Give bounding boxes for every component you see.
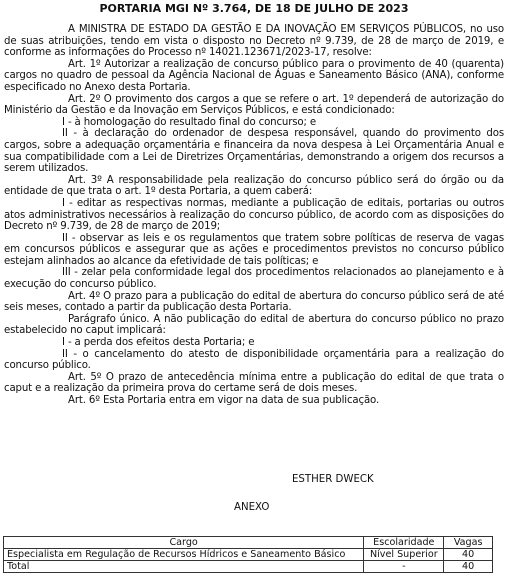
list-item: III - zelar pela conformidade legal dos procedimentos relacionados ao planejamento e à execução do concurso público.: [4, 267, 504, 291]
document-body: [4, 24, 504, 407]
document-title: PORTARIA MGI Nº 3.764, DE 18 DE JULHO DE 2023: [99, 2, 409, 15]
list-item: II - observar as leis e os regulamentos que tratem sobre políticas de reserva de vagas em concursos públicos e assegurar que as ações e procedimentos previstos no concurso público estejam alinhados ao alcance da efetividade de tais políticas; e: [4, 232, 504, 267]
paragraph: Art. 1º Autorizar a realização de concurso público para o provimento de 40 (quarenta) cargos no quadro de pessoal da Agência Nacional de Águas e Saneamento Básico (ANA), conforme especificado no Anexo desta Portaria.: [4, 58, 504, 93]
paragraph: A MINISTRA DE ESTADO DA GESTÃO E DA INOVAÇÃO EM SERVIÇOS PÚBLICOS, no uso de suas atribuições, tendo em vista o disposto no Decreto nº 9.739, de 28 de março de 2019, e conforme as informações do Processo nº 14021.123671/2023-17, resolve:: [4, 24, 504, 59]
list-item: II - o cancelamento do atesto de disponibilidade orçamentária para a realização do concurso público.: [4, 348, 504, 372]
cell-escolaridade: Nível Superior: [364, 549, 444, 561]
cell-cargo: Especialista em Regulação de Recursos Hídricos e Saneamento Básico: [4, 549, 364, 561]
paragraph: Art. 3º A responsabilidade pela realização do concurso público será do órgão ou da entidade de que trata o art. 1º desta Portaria, a quem caberá:: [4, 174, 504, 198]
paragraph: Art. 5º O prazo de antecedência mínima entre a publicação do edital de que trata o caput e a realização da primeira prova do certame será de dois meses.: [4, 371, 504, 395]
table-header-row: [4, 537, 493, 549]
annex-table: [3, 536, 493, 573]
cell-total-label: Total: [4, 561, 364, 573]
list-item: I - editar as respectivas normas, mediante a publicação de editais, portarias ou outros atos administrativos necessários à realização do concurso público, de acordo com as disposições do Decreto nº 9.739, de 28 de março de 2019;: [4, 197, 504, 233]
list-item: I - a perda dos efeitos desta Portaria; e: [62, 337, 255, 349]
paragraph: Art. 6º Esta Portaria entra em vigor na data de sua publicação.: [68, 395, 380, 406]
cell-total-escolaridade: -: [364, 561, 444, 573]
paragraph: Art. 4º O prazo para a publicação do edital de abertura do concurso público será de até seis meses, contado a partir da publicação desta Portaria.: [4, 290, 504, 314]
list-item: II - à declaração do ordenador de despesa responsável, quando do provimento dos cargos, sobre a adequação orçamentária e financeira da nova despesa à Lei Orçamentária Anual e sua compatibilidade com a Lei de Diretrizes Orçamentárias, demonstrando a origem dos recursos a serem utilizados.: [4, 128, 504, 175]
table-row: [4, 549, 493, 561]
header-cargo: Cargo: [4, 537, 364, 549]
annex-title: ANEXO: [234, 502, 270, 513]
paragraph: Art. 2º O provimento dos cargos a que se refere o art. 1º dependerá de autorização do Ministério da Gestão e da Inovação em Serviços Públicos, e está condicionado:: [4, 93, 504, 117]
signature-name: ESTHER DWECK: [292, 474, 374, 485]
header-escolaridade: Escolaridade: [364, 537, 444, 549]
table-row-total: [4, 561, 493, 573]
paragraph: Parágrafo único. A não publicação do edital de abertura do concurso público no prazo estabelecido no caput implicará:: [4, 313, 504, 337]
cell-vagas: 40: [444, 549, 493, 561]
list-item: I - à homologação do resultado final do concurso; e: [62, 116, 317, 128]
header-vagas: Vagas: [444, 537, 493, 549]
cell-total-vagas: 40: [444, 561, 493, 573]
